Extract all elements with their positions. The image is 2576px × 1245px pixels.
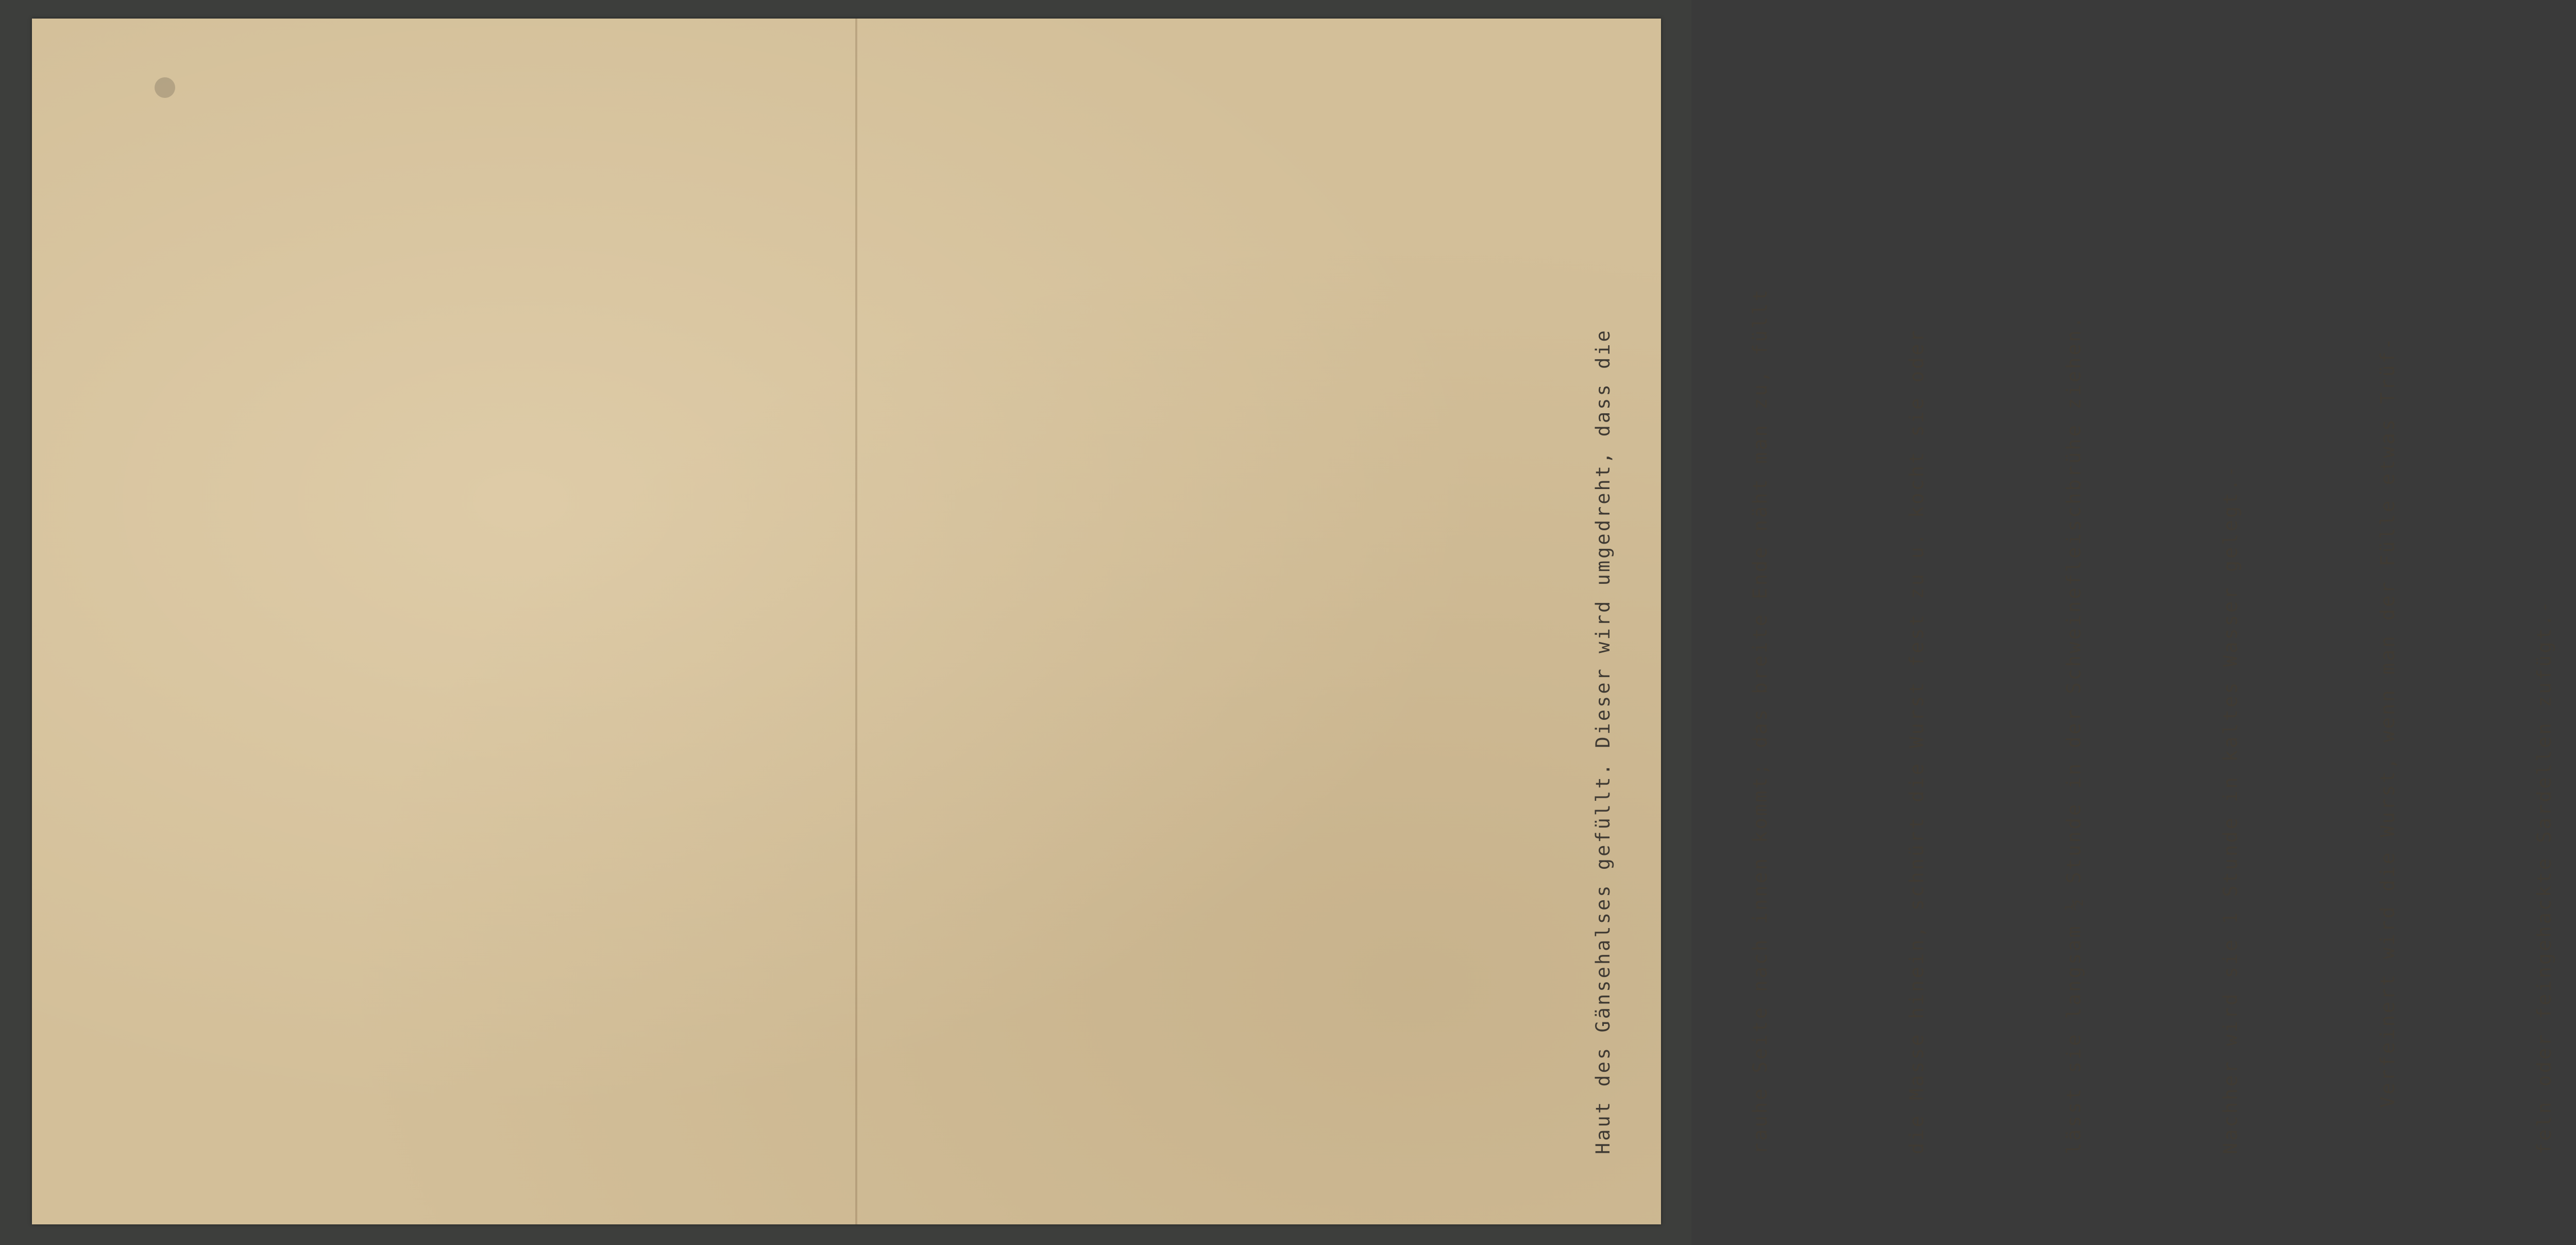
text-line: die Masse hinein, schnürt die Wurst fest zu u. kocht sie oder <box>1906 328 1928 1154</box>
ink-spot <box>155 77 175 98</box>
text-line: Haut des Gänsehalses gefüllt. Dieser wird umgedreht, dass die <box>1592 328 1614 1154</box>
text-line: lässt sie langsam ½ Stunde in der Schweinefleischbrühe ziehen. <box>2062 314 2085 1154</box>
document-body <box>1472 41 2576 1154</box>
paper-sheet <box>32 19 1661 1224</box>
text-line: rauhe Seite nach innen kommt; das breite Ende näht man zu, füllt <box>1749 288 1771 1154</box>
rotated-text-frame <box>1472 41 2576 1154</box>
text-line: feln oder feingehackte Sardellen zufügt.- <box>2533 599 2555 1154</box>
text-line: Verfeinert wird die Wurst, wenn man der Fülle etwas Trüf- <box>2376 336 2399 1108</box>
paper-fold-line <box>855 19 857 1224</box>
text-line: Nachher wird sie 1 Stunde in kaltes Wasser gelegt.- <box>2219 463 2242 1154</box>
